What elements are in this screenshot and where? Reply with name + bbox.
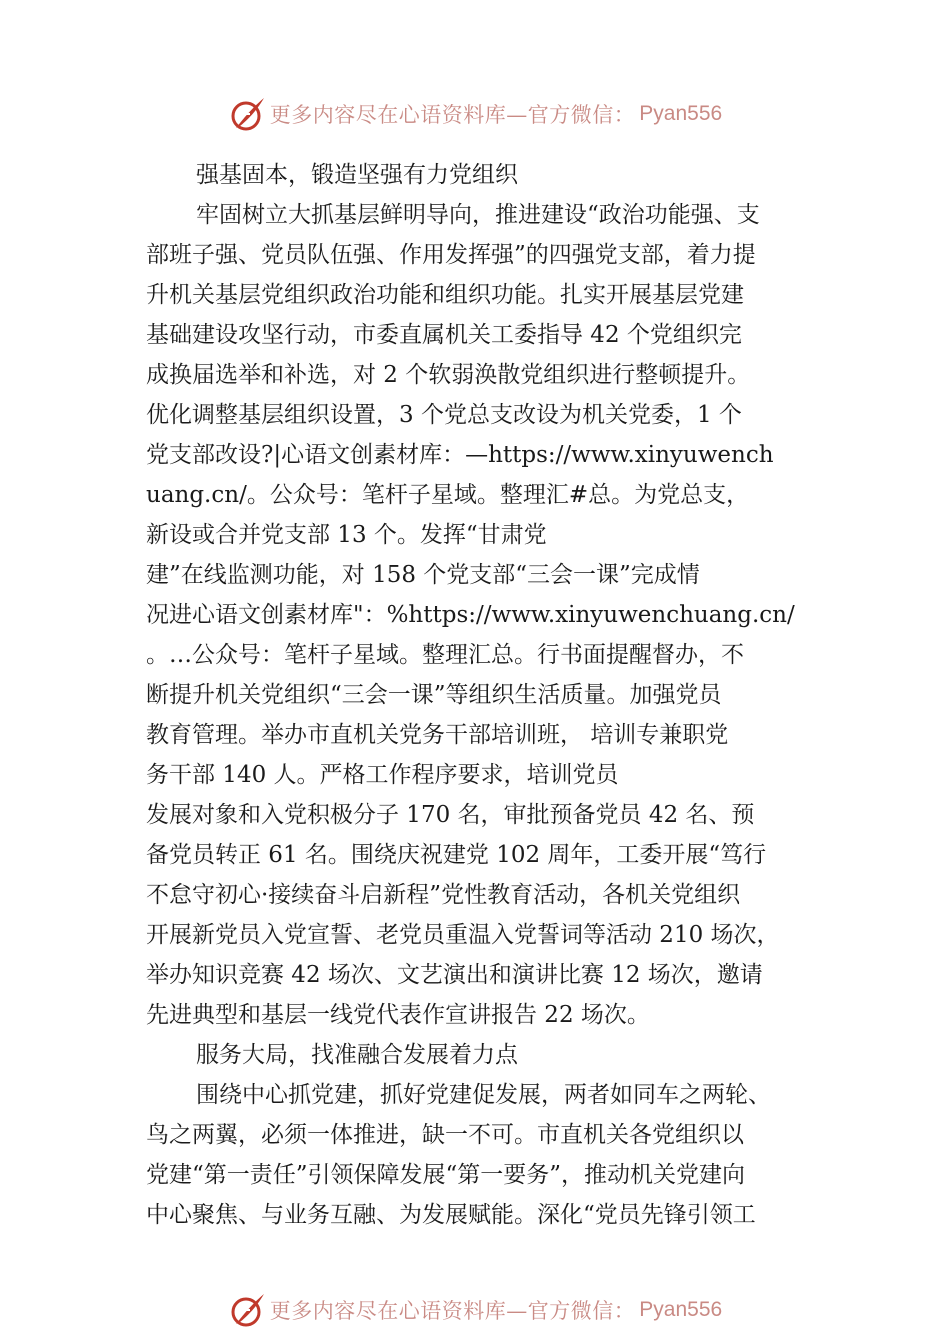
text-line: 优化调整基层组织设置，3 个党总支改设为机关党委，1 个 (146, 402, 742, 428)
text-line: 断提升机关党组织“三会一课”等组织生活质量。加强党员 (146, 682, 722, 708)
watermark-text: 更多内容尽在心语资料库—官方微信： (269, 103, 636, 127)
text-line: 成换届选举和补选，对 2 个软弱涣散党组织进行整顿提升。 (146, 362, 751, 388)
document-body (146, 155, 826, 1235)
text-line: 中心聚焦、与业务互融、为发展赋能。深化“党员先锋引领工 (146, 1202, 756, 1228)
text-line: 开展新党员入党宣誓、老党员重温入党誓词等活动 210 场次， (146, 922, 780, 948)
watermark-banner-top (0, 94, 950, 134)
text-line: 党支部改设?|心语文创素材库：—https://www.xinyuwench (146, 442, 774, 468)
watermark-id: Pyan556 (639, 1298, 723, 1321)
text-line: 务干部 140 人。严格工作程序要求，培训党员 (146, 762, 619, 788)
text-line: 党建“第一责任”引领保障发展“第一要务”，推动机关党建向 (146, 1162, 746, 1188)
text-line: 升机关基层党组织政治功能和组织功能。扎实开展基层党建 (146, 282, 744, 308)
text-line: 备党员转正 61 名。围绕庆祝建党 102 周年，工委开展“笃行 (146, 842, 767, 868)
text-line: 围绕中心抓党建，抓好党建促发展，两者如同车之两轮、 (196, 1082, 771, 1108)
text-line: 不怠守初心·接续奋斗启新程”党性教育活动，各机关党组织 (146, 882, 741, 908)
text-line: 。…公众号：笔杆子星域。整理汇总。行书面提醒督办，不 (146, 642, 744, 668)
text-line: 建”在线监测功能，对 158 个党支部“三会一课”完成情 (146, 562, 700, 588)
text-line: 新设或合并党支部 13 个。发挥“甘肃党 (146, 522, 547, 548)
text-line: 强基固本，锻造坚强有力党组织 (196, 162, 518, 188)
text-line: 牢固树立大抓基层鲜明导向，推进建设“政治功能强、支 (196, 202, 760, 228)
text-line: 况进心语文创素材库"：%https://www.xinyuwenchuang.cn/ (146, 602, 795, 628)
text-line: 发展对象和入党积极分子 170 名，审批预备党员 42 名、预 (146, 802, 755, 828)
text-line: 服务大局，找准融合发展着力点 (196, 1042, 518, 1068)
watermark-banner-bottom (0, 1290, 950, 1330)
text-line: uang.cn/。公众号：笔杆子星域。整理汇#总。为党总支， (146, 482, 750, 508)
quill-logo-icon (228, 94, 268, 134)
text-line: 部班子强、党员队伍强、作用发挥强”的四强党支部，着力提 (146, 242, 756, 268)
text-line: 举办知识竞赛 42 场次、文艺演出和演讲比赛 12 场次，邀请 (146, 962, 763, 988)
text-line: 教育管理。举办市直机关党务干部培训班， 培训专兼职党 (146, 722, 729, 748)
text-line: 先进典型和基层一线党代表作宣讲报告 22 场次。 (146, 1002, 650, 1028)
quill-logo-icon (228, 1290, 268, 1330)
watermark-id: Pyan556 (639, 102, 723, 125)
watermark-text: 更多内容尽在心语资料库—官方微信： (269, 1299, 636, 1323)
text-line: 鸟之两翼，必须一体推进，缺一不可。市直机关各党组织以 (146, 1122, 744, 1148)
text-line: 基础建设攻坚行动，市委直属机关工委指导 42 个党组织完 (146, 322, 742, 348)
